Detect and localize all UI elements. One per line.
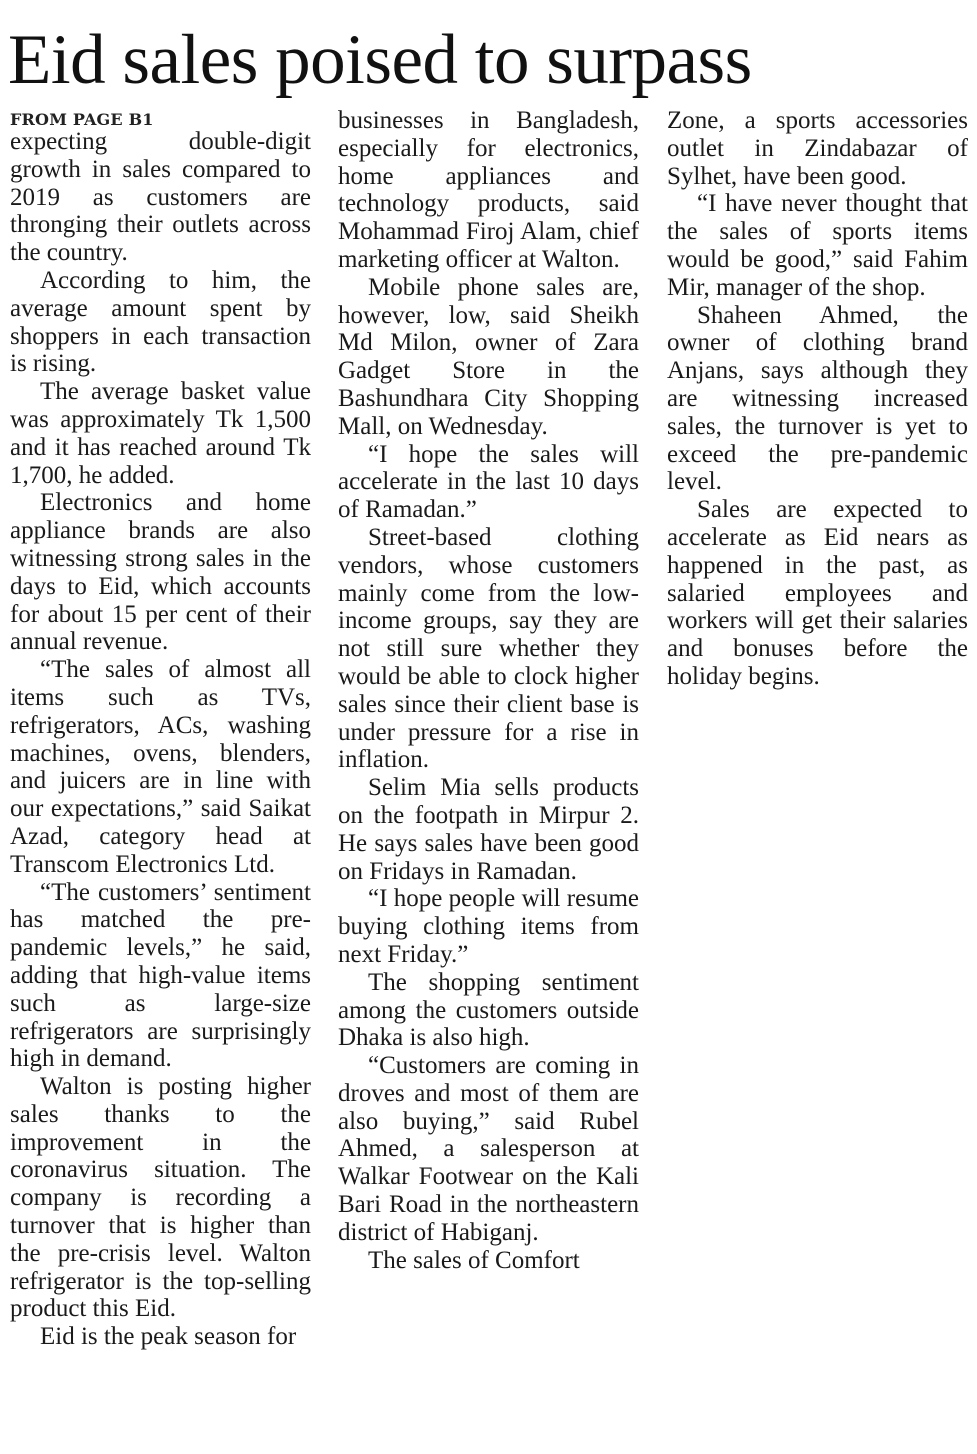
paragraph: Walton is posting higher sales thanks to the improvement in the coronavirus situation. The company is recording a turnover that is higher than the pre-crisis level. Walton refrigerator is the top-selling product this Eid. [10,1073,311,1323]
article-column-3 [667,107,968,691]
article-column-1 [10,107,311,1351]
paragraph: “The sales of almost all items such as TVs, refrigerators, ACs, washing machines, ovens, blenders, and juicers are in line with our expectations,” said Saikat Azad, category head at Transcom Electronics Ltd. [10,656,311,878]
paragraph: Electronics and home appliance brands are also witnessing strong sales in the days to Eid, which accounts for about 15 per cent of their annual revenue. [10,489,311,656]
paragraph: “I hope people will resume buying clothing items from next Friday.” [338,885,639,968]
paragraph: Mobile phone sales are, however, low, said Sheikh Md Milon, owner of Zara Gadget Store in the Bashundhara City Shopping Mall, on Wednesday. [338,273,639,440]
paragraph: Selim Mia sells products on the footpath in Mirpur 2. He says sales have been good on Fridays in Ramadan. [338,774,639,885]
paragraph: businesses in Bangladesh, especially for electronics, home appliances and technology products, said Mohammad Firoj Alam, chief marketing officer at Walton. [338,107,639,273]
paragraph: “Customers are coming in droves and most of them are also buying,” said Rubel Ahmed, a salesperson at Walkar Footwear on the Kali Bari Road in the northeastern district of Habiganj. [338,1052,639,1246]
paragraph: According to him, the average amount spent by shoppers in each transaction is rising. [10,266,311,378]
paragraph: Shaheen Ahmed, the owner of clothing brand Anjans, says although they are witnessing increased sales, the turnover is yet to exceed the pre-pandemic level. [667,301,968,496]
continued-from-label: FROM PAGE B1 [10,110,154,129]
paragraph: “The customers’ sentiment has matched the pre-pandemic levels,” he said, adding that high-value items such as large-size refrigerators are surprisingly high in demand. [10,878,311,1073]
paragraph: The average basket value was approximately Tk 1,500 and it has reached around Tk 1,700, he added. [10,378,311,489]
paragraph: Zone, a sports accessories outlet in Zindabazar of Sylhet, have been good. [667,107,968,190]
paragraph: Sales are expected to accelerate as Eid nears as happened in the past, as salaried employees and workers will get their salaries and bonuses before the holiday begins. [667,496,968,690]
paragraph: The sales of Comfort [368,1246,580,1274]
paragraph: expecting double-digit growth in sales compared to 2019 as customers are thronging their outlets across the country. [10,128,311,267]
article-column-2 [338,107,639,1274]
paragraph: Eid is the peak season for [40,1323,297,1351]
paragraph: The shopping sentiment among the customers outside Dhaka is also high. [338,968,639,1052]
paragraph: “I hope the sales will accelerate in the last 10 days of Ramadan.” [338,440,639,524]
paragraph: “I have never thought that the sales of sports items would be good,” said Fahim Mir, manager of the shop. [667,190,968,301]
headline: Eid sales poised to surpass [8,21,752,99]
paragraph: Street-based clothing vendors, whose customers mainly come from the low-income groups, say they are not still sure whether they would be able to clock higher sales since their client base is under pressure for a rise in inflation. [338,523,639,774]
